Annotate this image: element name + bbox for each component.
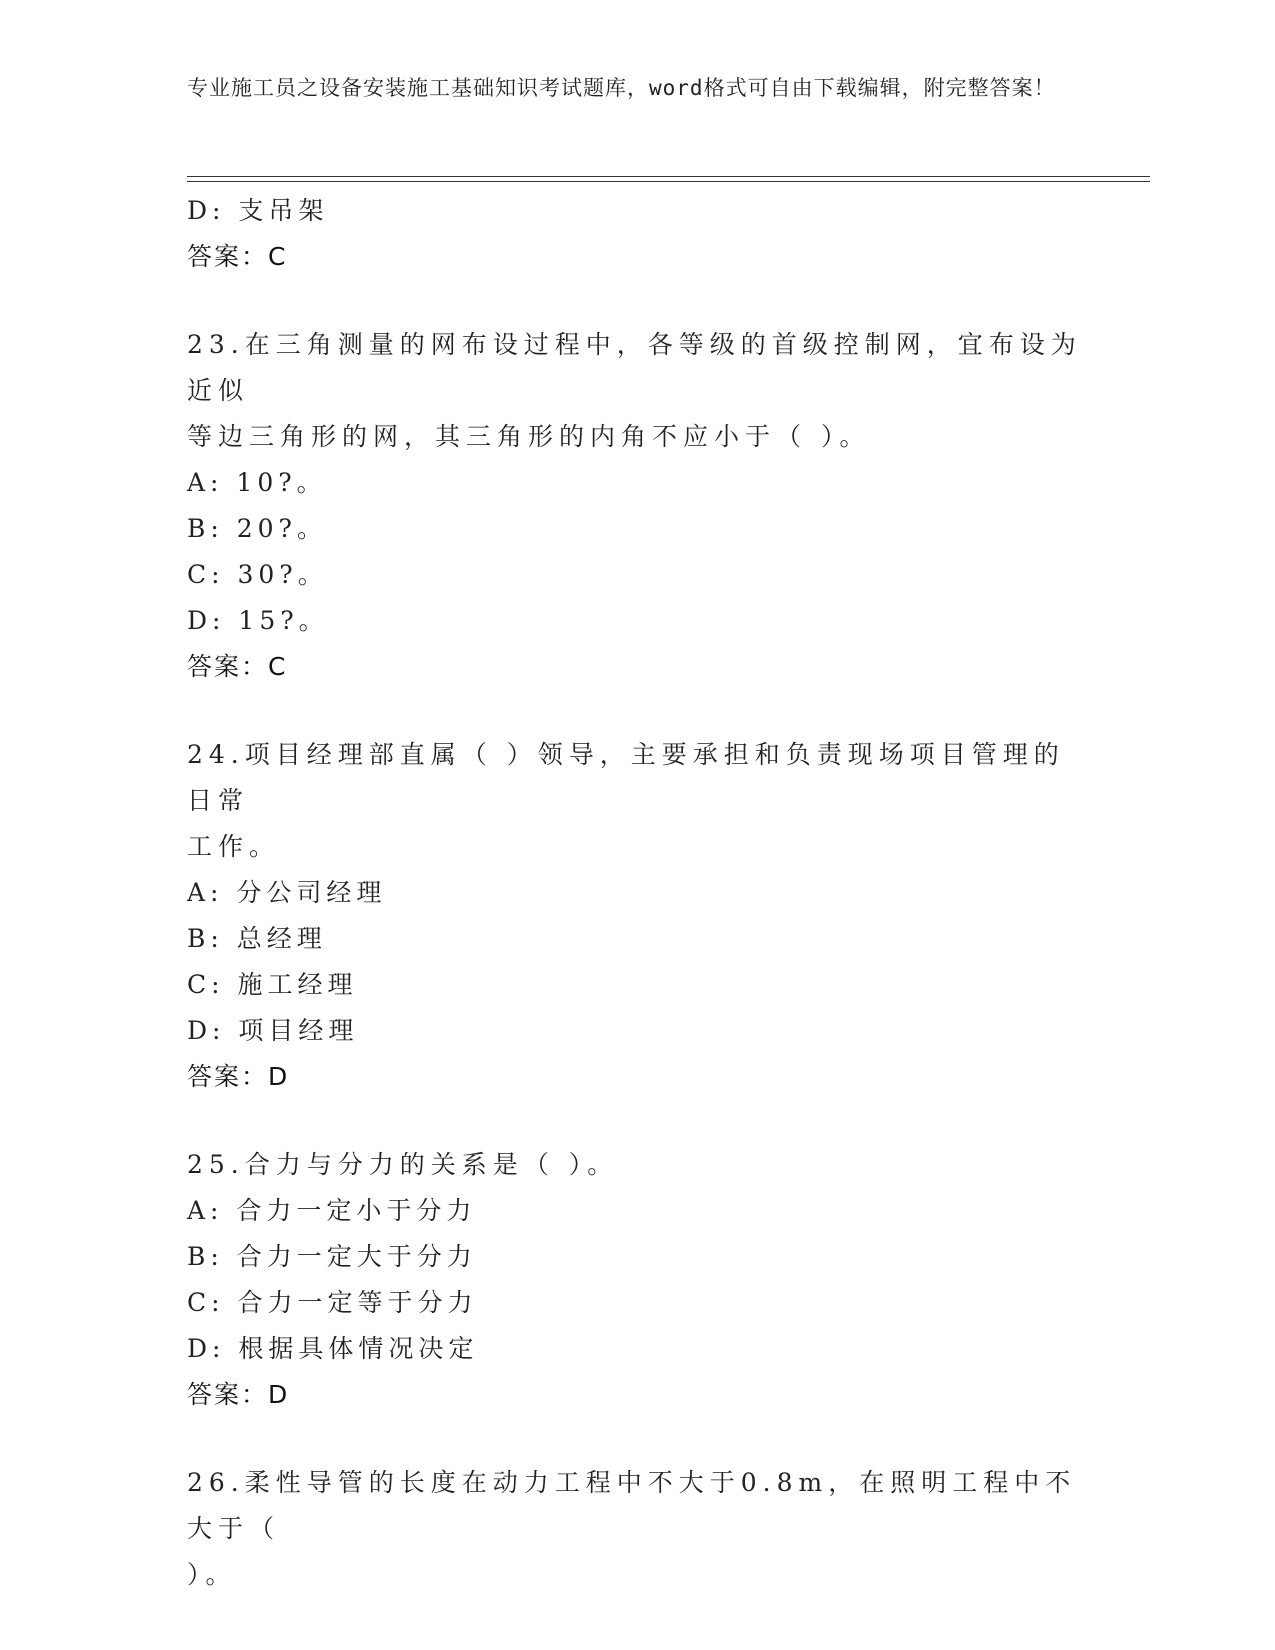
option-a: A: 分公司经理	[187, 878, 387, 907]
question-stem: 24.项目经理部直属（ ）领导，主要承担和负责现场项目管理的日常	[187, 740, 1065, 815]
answer: 答案：C	[187, 652, 288, 681]
question-gap	[187, 280, 1087, 322]
answer: 答案：C	[187, 242, 288, 271]
question-stem: 23.在三角测量的网布设过程中，各等级的首级控制网，宜布设为近似	[187, 330, 1082, 405]
answer: 答案：D	[187, 1380, 290, 1409]
option-c: C: 施工经理	[187, 970, 358, 999]
header-divider-top	[187, 176, 1150, 177]
option-c: C: 合力一定等于分力	[187, 1288, 478, 1317]
question-26	[187, 1460, 1087, 1598]
option-d: D: 项目经理	[187, 1016, 359, 1045]
question-gap	[187, 690, 1087, 732]
question-24	[187, 732, 1087, 1100]
option-d: D: 根据具体情况决定	[187, 1334, 479, 1363]
question-gap	[187, 1100, 1087, 1142]
option-b: B: 20?。	[187, 514, 327, 543]
question-stem: 工作。	[187, 832, 281, 861]
option-b: B: 合力一定大于分力	[187, 1242, 477, 1271]
question-25	[187, 1142, 1087, 1418]
question-stem: ）。	[187, 1560, 237, 1589]
option-d: D: 支吊架	[187, 196, 329, 225]
page-header: 专业施工员之设备安装施工基础知识考试题库，word格式可自由下载编辑，附完整答案！	[187, 76, 1056, 100]
option-a: A: 10?。	[187, 468, 327, 497]
option-b: B: 总经理	[187, 924, 327, 953]
question-gap	[187, 1418, 1087, 1460]
option-c: C: 30?。	[187, 560, 328, 589]
option-a: A: 合力一定小于分力	[187, 1196, 477, 1225]
question-stem: 等边三角形的网，其三角形的内角不应小于（ ）。	[187, 422, 871, 451]
question-23	[187, 322, 1087, 690]
question-stem: 26.柔性导管的长度在动力工程中不大于0.8m，在照明工程中不大于（	[187, 1468, 1077, 1543]
document-content	[187, 188, 1087, 1598]
header-divider-bottom	[187, 181, 1150, 182]
question-stem: 25.合力与分力的关系是（ ）。	[187, 1150, 619, 1179]
option-d: D: 15?。	[187, 606, 329, 635]
answer: 答案：D	[187, 1062, 290, 1091]
